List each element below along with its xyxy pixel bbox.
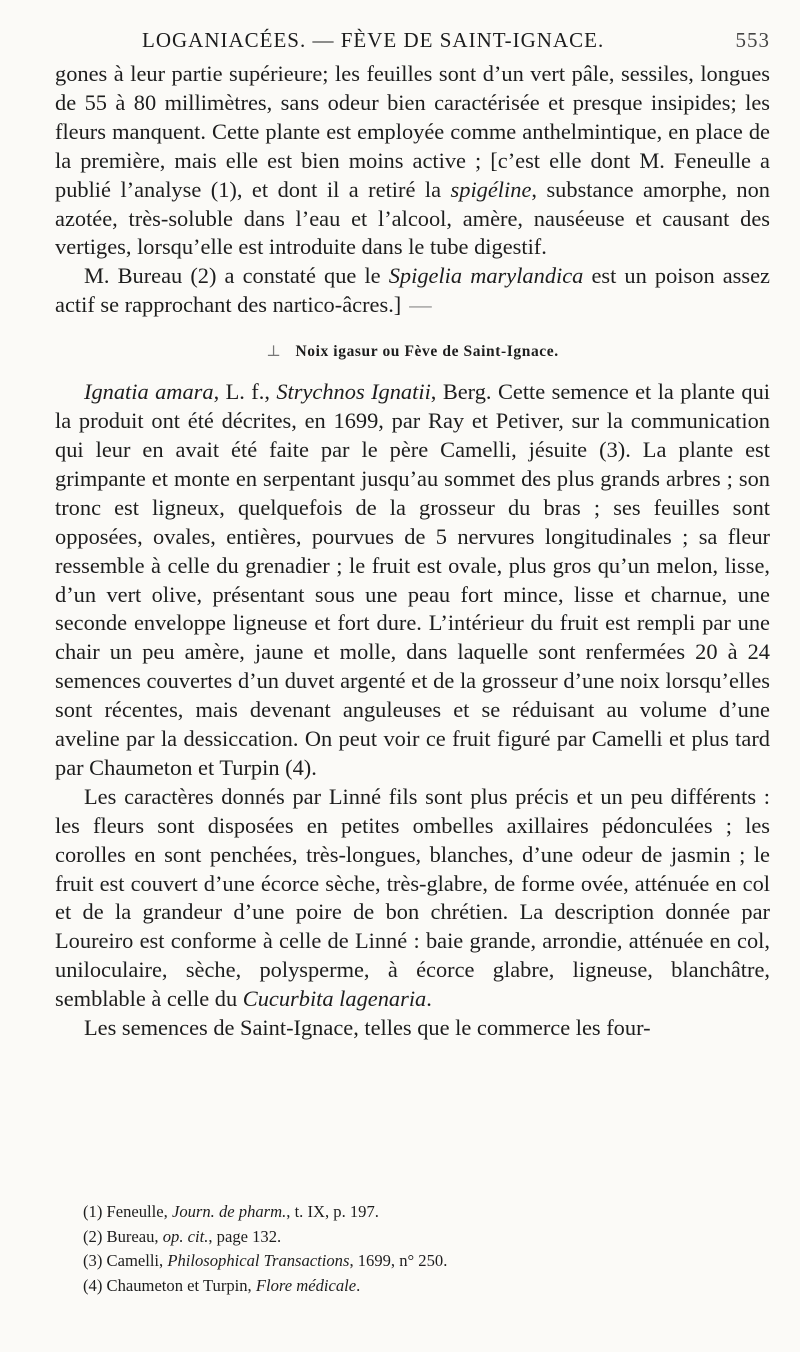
text-run: Feneulle, [102,1202,172,1221]
text-run: , L. f., [213,379,277,405]
footnote-3 [83,1249,773,1274]
text-run: gones à leur partie supérieure; les feuilles sont d’un vert pâle, sessiles, longues de 55 à 80 millimètres, sans odeur bien caractérisée et presque insipides; les fleurs manquent. Cette plante est employée comme anthelmintique, en place de la première, mais elle est bien moins active ; [c’est elle dont M. Feneulle a publié l’analyse (1), et dont il a retiré la [55,61,770,202]
paragraph-ignatia [55,378,770,783]
footnote-number: (2) [83,1226,103,1246]
italic-term: op. cit. [162,1226,209,1246]
text-run: Les caractères donnés par Linné fils sont plus précis et un peu différents : les fleurs sont disposées en petites ombelles axillaires pédonculées ; les corolles en sont penchées, très-longues, blanches, d’une odeur de jasmin ; le fruit est couvert d’une écorce sèche, très-glabre, de forme ovée, atténuée en col et de la grandeur d’une poire de bon chrétien. La description donnée par Loureiro est conforme à celle de Linné : baie grande, arrondie, atténuée en col, uniloculaire, sèche, polysperme, à écorce glabre, ligneuse, blanchâtre, semblable à celle du [55,783,770,1012]
paragraph-linne [55,783,770,1014]
footnote-number: (1) [83,1202,103,1221]
text-run: Chaumeton et Turpin, [102,1275,256,1295]
section-title: Noix igasur ou Fève de Saint-Ignace. [295,343,559,361]
footnote-2 [83,1225,773,1250]
margin-mark: — [409,292,432,318]
italic-term: spigéline [450,176,532,202]
text-run: . [356,1275,361,1295]
italic-term: Philosophical Transactions [167,1251,350,1270]
italic-term: Spigelia marylandica [388,263,584,289]
text-run: , Berg. Cette semence et la plante qui la produit ont été décrites, en 1699, par Ray et Petiver, sur la communication qui leur en avait été faite par le père Camelli, jésuite (3). La plante est grimpante et monte en serpentant jusqu’au sommet des plus grands arbres ; son tronc est ligneux, quelquefois de la grosseur du bras ; ses feuilles sont opposées, ovales, entières, pourvues de 5 nervures longitudinales ; sa fleur ressemble à celle du grenadier ; le fruit est ovale, plus gros qu’un melon, lisse, d’un vert olive, présentant sous une peau fort mince, lisse et charnue, une seconde enveloppe ligneuse et fort dure. L’intérieur du fruit est rempli par une chair un peu amère, jaune et molle, dans laquelle sont renfermées 20 à 24 semences couvertes d’un duvet argenté et de la grosseur d’une noix lorsqu’elles sont récentes, mais devenant anguleuses et se réduisant au volume d’une aveline par la dessiccation. On peut voir ce fruit figuré par Camelli et plus tard par Chaumeton et Turpin (4). [55,379,771,780]
footnote-number: (3) [83,1251,103,1270]
text-run: , page 132. [208,1226,282,1246]
footnotes [83,1200,773,1298]
running-head-title: LOGANIACÉES. — FÈVE DE SAINT-IGNACE. [142,28,605,52]
body-text [55,60,770,1043]
text-run: , t. IX, p. 197. [286,1202,379,1221]
italic-term: Journ. de pharm. [171,1202,287,1221]
text-run: , substance amorphe, non azotée, très-soluble dans l’eau et l’alcool, amère, nauséeuse et causant des vertiges, lorsqu’elle est introduite dans le tube digestif. [55,176,770,260]
italic-term: Flore médicale [255,1275,357,1295]
running-head [142,28,770,60]
text-run: M. Bureau (2) a constaté que le [84,263,389,289]
margin-mark: ⊥ [266,343,282,361]
footnote-1 [83,1200,773,1225]
paragraph-spigelia-continued [55,60,770,262]
paragraph-bureau [55,262,770,320]
text-run: , 1699, n° 250. [349,1251,448,1270]
text-run: . [426,986,432,1012]
footnote-number: (4) [83,1275,103,1295]
italic-term: Cucurbita lagenaria [242,986,427,1012]
text-run: est un poison assez actif se rapprochant des nartico-âcres.] [55,263,770,318]
footnote-4 [83,1274,773,1299]
italic-term: Strychnos Ignatii [276,379,431,405]
text-run: Camelli, [102,1251,168,1270]
page-number: 553 [735,28,770,52]
text-run: Les semences de Saint-Ignace, telles que le commerce les four- [84,1015,651,1041]
text-run: Bureau, [102,1226,163,1246]
section-heading [55,342,770,362]
paragraph-semences [55,1014,770,1043]
italic-term: Ignatia amara [84,379,214,405]
